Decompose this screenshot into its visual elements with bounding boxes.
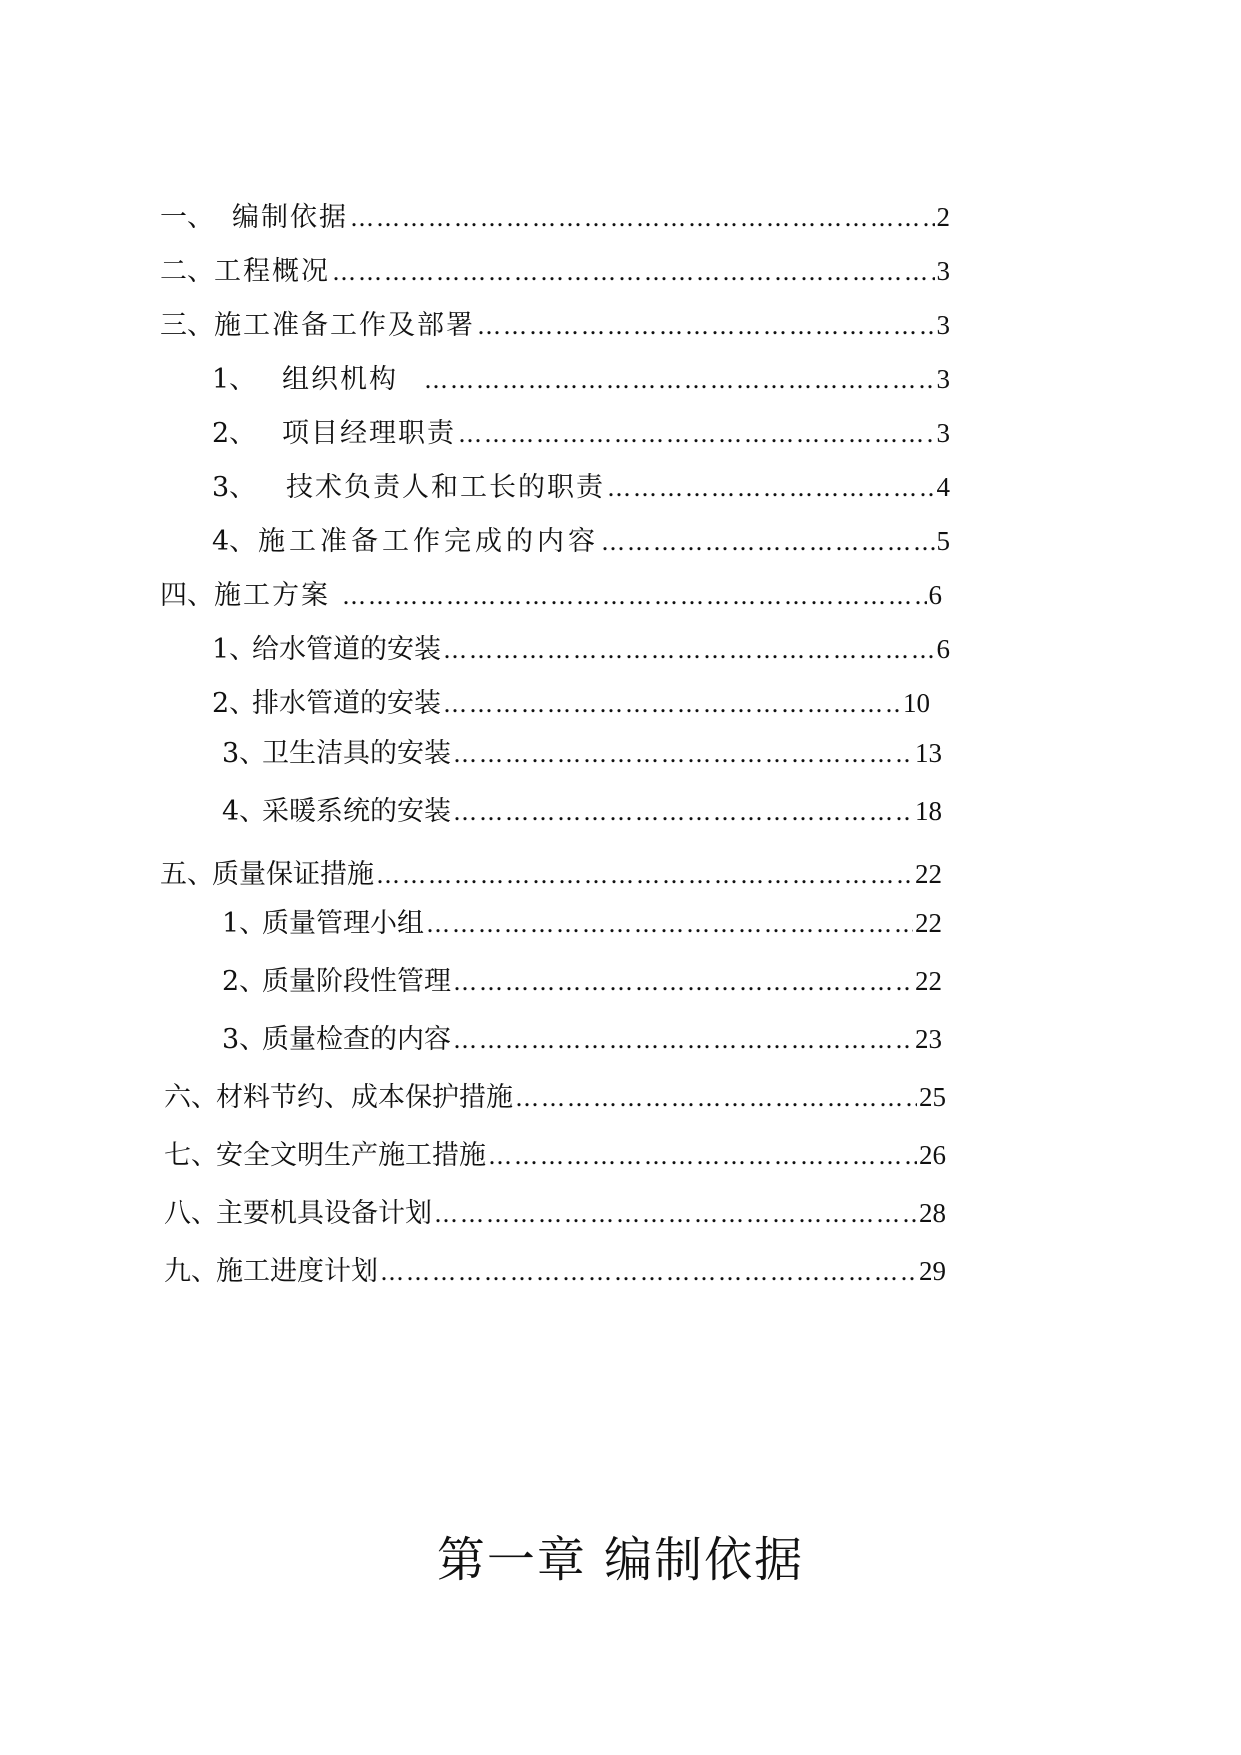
toc-dot-leader (424, 363, 935, 397)
toc-entry-number: 1、 (212, 364, 257, 395)
toc-entry[interactable] (222, 964, 942, 998)
toc-entry-page: 23 (915, 1024, 942, 1054)
toc-entry[interactable] (164, 1138, 946, 1172)
toc-dot-leader (488, 1139, 917, 1173)
toc-dot-leader (453, 795, 913, 829)
toc-entry[interactable] (164, 1080, 946, 1114)
toc-entry-number: 2、 (222, 966, 267, 997)
toc-entry-number: 九、 (164, 1256, 218, 1287)
toc-entry-title: 安全文明生产施工措施 (216, 1140, 486, 1171)
toc-entry[interactable] (160, 578, 942, 612)
toc-entry-page: 22 (915, 859, 942, 889)
toc-entry-page: 3 (936, 364, 950, 394)
toc-dot-leader (332, 255, 935, 289)
toc-dot-leader (443, 633, 935, 667)
toc-entry-title: 主要机具设备计划 (216, 1198, 432, 1229)
toc-entry-title: 卫生洁具的安装 (262, 738, 451, 769)
toc-entry-number: 1、 (222, 908, 267, 939)
toc-entry-title: 质量检查的内容 (262, 1024, 451, 1055)
toc-entry-number: 一、 (160, 202, 214, 233)
toc-dot-leader (426, 907, 913, 941)
toc-entry-title: 质量阶段性管理 (262, 966, 451, 997)
toc-entry-page: 22 (915, 908, 942, 938)
toc-entry[interactable] (164, 1196, 946, 1230)
toc-entry[interactable] (212, 470, 950, 504)
toc-entry-page: 29 (919, 1256, 946, 1286)
chapter-heading: 第一章 编制依据 (436, 1532, 805, 1588)
toc-entry-title: 采暖系统的安装 (262, 796, 451, 827)
toc-entry[interactable] (212, 632, 950, 666)
toc-entry-page: 28 (919, 1198, 946, 1228)
toc-entry-number: 七、 (164, 1140, 218, 1171)
toc-entry-page: 6 (936, 634, 950, 664)
toc-dot-leader (453, 737, 913, 771)
toc-entry-title: 施工方案 (214, 580, 330, 611)
toc-entry-number: 2、 (212, 418, 257, 449)
toc-entry-title: 质量管理小组 (262, 908, 424, 939)
toc-entry-number: 二、 (160, 256, 214, 287)
toc-entry[interactable] (212, 362, 950, 396)
toc-dot-leader (453, 965, 913, 999)
toc-dot-leader (376, 858, 913, 892)
toc-entry-title: 工程概况 (214, 256, 330, 287)
toc-entry-page: 6 (928, 580, 942, 610)
toc-entry[interactable] (160, 200, 950, 234)
toc-entry[interactable] (222, 736, 942, 770)
toc-entry-page: 25 (919, 1082, 946, 1112)
toc-entry-number: 六、 (164, 1082, 218, 1113)
toc-entry-number: 3、 (212, 472, 257, 503)
toc-entry-title: 排水管道的安装 (252, 688, 441, 719)
toc-dot-leader (434, 1197, 917, 1231)
toc-dot-leader (342, 579, 927, 613)
toc-entry-page: 3 (936, 256, 950, 286)
toc-entry-page: 18 (915, 796, 942, 826)
toc-dot-leader (443, 687, 901, 721)
toc-dot-leader (607, 471, 935, 505)
toc-entry-number: 三、 (160, 310, 214, 341)
toc-entry-number: 4、 (212, 526, 257, 557)
toc-dot-leader (515, 1081, 917, 1115)
toc-entry-title: 组织机构 (282, 364, 398, 395)
toc-entry-title: 项目经理职责 (282, 418, 456, 449)
toc-entry-page: 10 (903, 688, 930, 718)
toc-entry[interactable] (222, 906, 942, 940)
toc-entry[interactable] (222, 794, 942, 828)
toc-entry-title: 编制依据 (232, 202, 348, 233)
toc-entry-number: 五、 (160, 859, 214, 890)
toc-entry-title: 施工进度计划 (216, 1256, 378, 1287)
toc-entry[interactable] (212, 416, 950, 450)
toc-entry-number: 2、 (212, 688, 257, 719)
toc-entry-page: 3 (936, 418, 950, 448)
toc-entry-number: 3、 (222, 738, 267, 769)
toc-entry-title: 材料节约、成本保护措施 (216, 1082, 513, 1113)
toc-entry-page: 2 (936, 202, 950, 232)
toc-entry-page: 3 (936, 310, 950, 340)
toc-entry-title: 质量保证措施 (212, 859, 374, 890)
toc-entry-title: 施工准备工作完成的内容 (258, 526, 599, 557)
toc-entry-number: 八、 (164, 1198, 218, 1229)
toc-entry-page: 5 (936, 526, 950, 556)
toc-dot-leader (380, 1255, 917, 1289)
toc-entry-number: 四、 (160, 580, 214, 611)
toc-entry-page: 22 (915, 966, 942, 996)
toc-dot-leader (453, 1023, 913, 1057)
toc-dot-leader (477, 309, 935, 343)
toc-entry-number: 1、 (212, 634, 257, 665)
toc-entry[interactable] (212, 686, 930, 720)
toc-entry-page: 26 (919, 1140, 946, 1170)
toc-entry[interactable] (164, 1254, 946, 1288)
toc-entry-title: 施工准备工作及部署 (214, 310, 475, 341)
toc-entry[interactable] (160, 308, 950, 342)
toc-entry[interactable] (222, 1022, 942, 1056)
toc-dot-leader (458, 417, 935, 451)
toc-entry-title: 技术负责人和工长的职责 (286, 472, 605, 503)
toc-entry-page: 4 (936, 472, 950, 502)
toc-entry[interactable] (212, 524, 950, 558)
toc-entry-number: 4、 (222, 796, 267, 827)
toc-dot-leader (601, 525, 935, 559)
toc-entry-title: 给水管道的安装 (252, 634, 441, 665)
toc-entry[interactable] (160, 857, 942, 891)
toc-entry-number: 3、 (222, 1024, 267, 1055)
toc-dot-leader (350, 201, 935, 235)
toc-entry-page: 13 (915, 738, 942, 768)
toc-entry[interactable] (160, 254, 950, 288)
